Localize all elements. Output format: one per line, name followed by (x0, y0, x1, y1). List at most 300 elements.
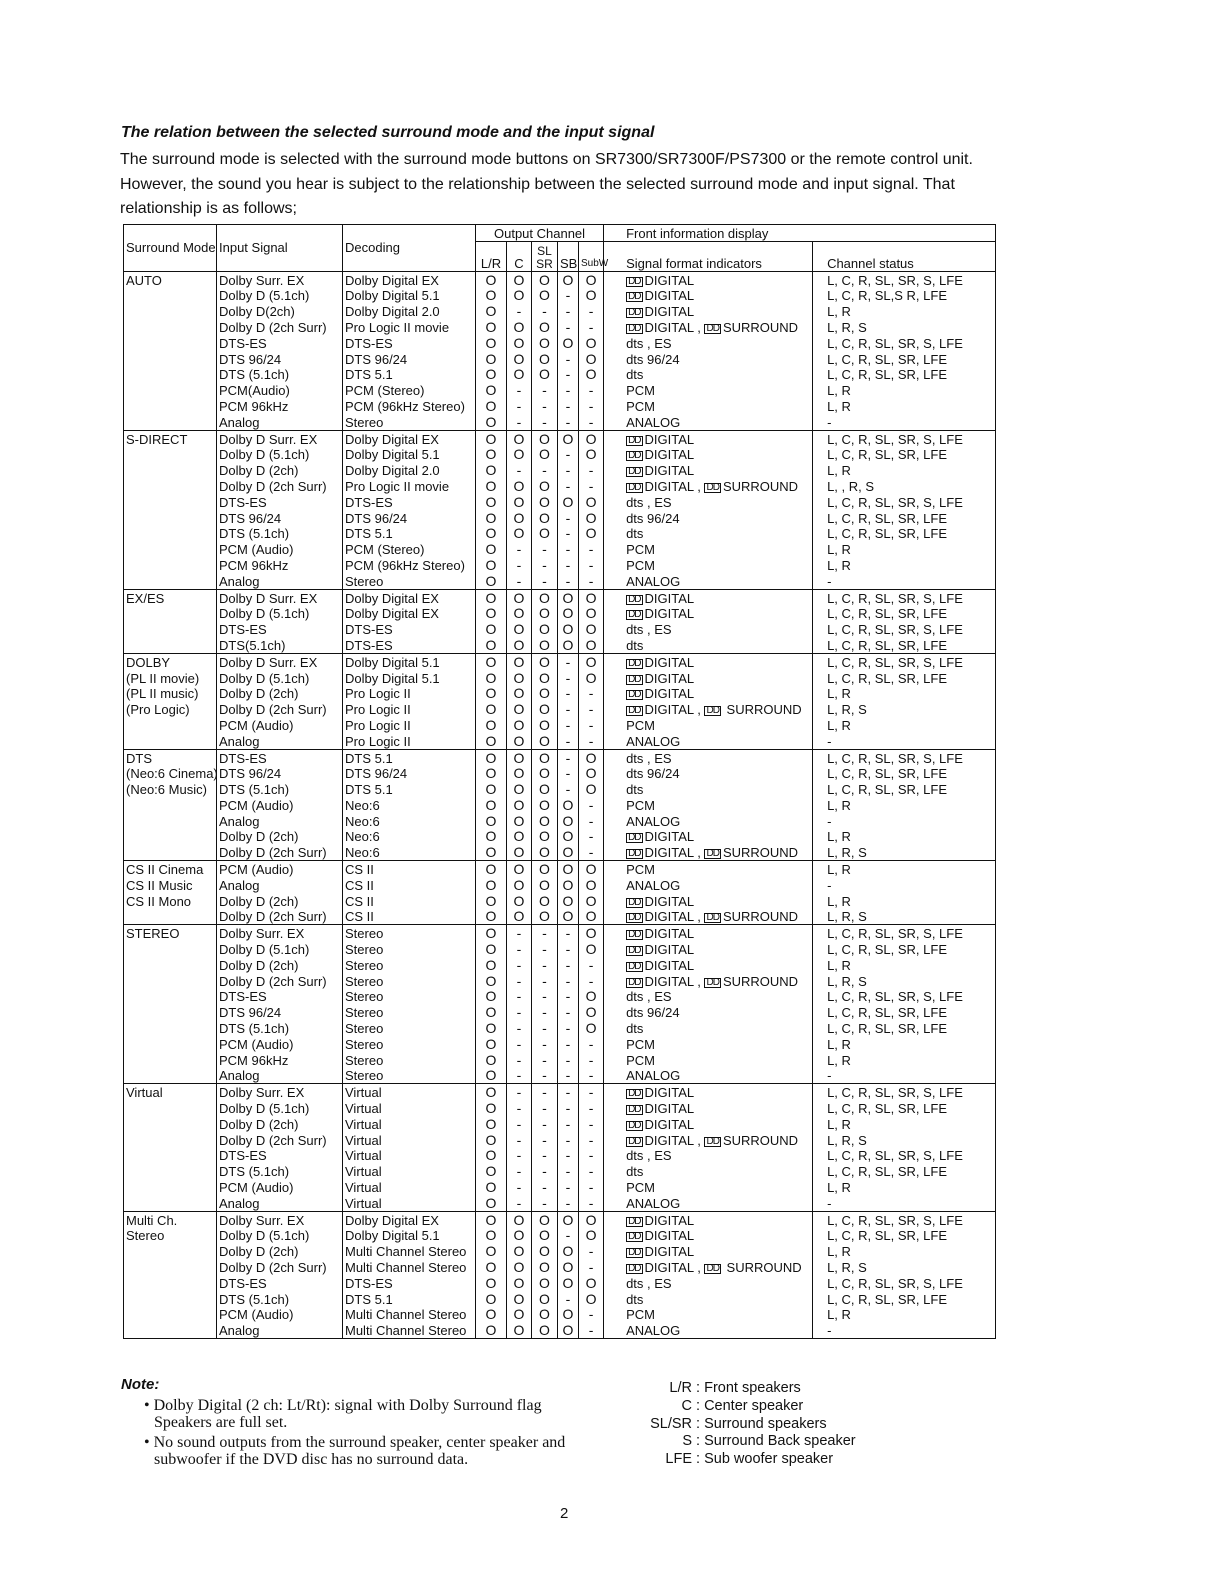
table-row (124, 1307, 996, 1323)
channel-status-cell: L, R (813, 557, 996, 573)
legend-key: LFE (665, 1451, 692, 1468)
output-sb-cell: O (558, 1307, 579, 1323)
surround-mode-cell: CS II Music (126, 877, 193, 893)
output-subw-cell: - (579, 478, 604, 494)
input-signal-cell: Dolby D (5.1ch) (217, 1228, 343, 1244)
decoding-cell: CS II (343, 861, 476, 877)
signal-format-cell: ANALOG (604, 733, 813, 749)
output-lr-cell: O (476, 1259, 507, 1275)
dolby-logo: DD (628, 657, 641, 669)
signal-format-cell: DD DIGITAL (604, 1228, 813, 1244)
channel-status-cell: L, C, R, SL, SR, LFE (813, 766, 996, 782)
output-slsr-cell: - (532, 573, 558, 589)
signal-format-cell: DD DIGITAL , DD SURROUND (604, 319, 813, 335)
table-row (124, 686, 996, 702)
table-row (124, 766, 996, 782)
speaker-legend (630, 1380, 856, 1469)
input-signal-cell: DTS 96/24 (217, 351, 343, 367)
signal-format-cell: dts , ES (604, 494, 813, 510)
output-lr-cell: O (476, 957, 507, 973)
output-lr-cell: O (476, 893, 507, 909)
output-slsr-cell: - (532, 398, 558, 414)
output-slsr-cell: O (532, 909, 558, 925)
table-row (124, 303, 996, 319)
table-row (124, 844, 996, 860)
output-lr-cell: O (476, 1084, 507, 1100)
signal-format-cell: DD DIGITAL (604, 430, 813, 446)
output-sb-cell: - (558, 781, 579, 797)
output-slsr-cell: O (532, 1228, 558, 1244)
signal-format-cell: ANALOG (604, 573, 813, 589)
input-signal-cell: PCM (Audio) (217, 717, 343, 733)
output-sb-cell: - (558, 398, 579, 414)
input-signal-cell: Dolby D (5.1ch) (217, 447, 343, 463)
output-lr-cell: O (476, 1291, 507, 1307)
signal-format-cell: PCM (604, 541, 813, 557)
dolby-logo: DD (628, 466, 641, 478)
output-sb-cell: O (558, 844, 579, 860)
table-row (124, 989, 996, 1005)
output-lr-cell: O (476, 1275, 507, 1291)
output-lr-cell: O (476, 797, 507, 813)
header-signal-format: Signal format indicators (604, 241, 813, 271)
output-subw-cell: O (579, 1228, 604, 1244)
output-slsr-cell: O (532, 319, 558, 335)
output-c-cell: O (507, 335, 532, 351)
dolby-logo: DD (706, 912, 719, 924)
decoding-cell: Neo:6 (343, 797, 476, 813)
output-lr-cell: O (476, 653, 507, 669)
input-signal-cell: Dolby D (2ch Surr) (217, 844, 343, 860)
table-row (124, 319, 996, 335)
decoding-cell: Stereo (343, 973, 476, 989)
input-signal-cell: Analog (217, 813, 343, 829)
output-c-cell: O (507, 766, 532, 782)
output-lr-cell: O (476, 701, 507, 717)
table-row (124, 829, 996, 845)
table-row (124, 606, 996, 622)
output-subw-cell: O (579, 893, 604, 909)
dolby-logo: DD (628, 450, 641, 462)
surround-mode-cell (124, 510, 217, 526)
dolby-logo: DD (628, 673, 641, 685)
table-row (124, 351, 996, 367)
surround-mode-cell (124, 557, 217, 573)
decoding-cell: Neo:6 (343, 844, 476, 860)
surround-mode-cell (124, 494, 217, 510)
decoding-cell: CS II (343, 893, 476, 909)
signal-format-cell: dts (604, 1291, 813, 1307)
legend-value: : Surround speakers (692, 1415, 827, 1432)
output-sb-cell: - (558, 1228, 579, 1244)
output-subw-cell: - (579, 303, 604, 319)
output-lr-cell: O (476, 621, 507, 637)
table-row (124, 957, 996, 973)
decoding-cell: Multi Channel Stereo (343, 1243, 476, 1259)
output-sb-cell: - (558, 653, 579, 669)
output-subw-cell: O (579, 271, 604, 287)
decoding-cell: Virtual (343, 1163, 476, 1179)
input-signal-cell: PCM (Audio) (217, 861, 343, 877)
channel-status-cell: L, C, R, SL, SR, LFE (813, 447, 996, 463)
output-lr-cell: O (476, 670, 507, 686)
output-sb-cell: - (558, 717, 579, 733)
output-sb-cell: O (558, 271, 579, 287)
output-slsr-cell: - (532, 382, 558, 398)
surround-mode-cell (124, 1100, 217, 1116)
decoding-cell: Pro Logic II (343, 733, 476, 749)
output-subw-cell: - (579, 414, 604, 430)
dolby-logo: DD (628, 1135, 641, 1147)
output-lr-cell: O (476, 749, 507, 765)
output-slsr-cell: O (532, 351, 558, 367)
header-subw: SubW (579, 241, 604, 271)
input-signal-cell: PCM (Audio) (217, 797, 343, 813)
surround-mode-cell (124, 1163, 217, 1179)
table-row (124, 1195, 996, 1211)
output-lr-cell: O (476, 989, 507, 1005)
input-signal-cell: DTS 96/24 (217, 766, 343, 782)
input-signal-cell: DTS-ES (217, 1275, 343, 1291)
signal-format-cell: PCM (604, 382, 813, 398)
input-signal-cell: DTS (5.1ch) (217, 367, 343, 383)
decoding-cell: Pro Logic II movie (343, 319, 476, 335)
channel-status-cell: L, R, S (813, 319, 996, 335)
output-sb-cell: - (558, 941, 579, 957)
output-sb-cell: - (558, 973, 579, 989)
input-signal-cell: PCM 96kHz (217, 1052, 343, 1068)
dolby-logo: DD (628, 1104, 641, 1116)
output-subw-cell: - (579, 1116, 604, 1132)
channel-status-cell: L, R (813, 303, 996, 319)
signal-format-cell: ANALOG (604, 1322, 813, 1338)
output-c-cell: O (507, 288, 532, 304)
signal-format-cell: DD DIGITAL (604, 606, 813, 622)
signal-format-cell: DD DIGITAL (604, 288, 813, 304)
decoding-cell: PCM (Stereo) (343, 541, 476, 557)
signal-format-cell: DD DIGITAL (604, 1100, 813, 1116)
header-c: C (507, 241, 532, 271)
surround-mode-cell (124, 398, 217, 414)
decoding-cell: Dolby Digital 5.1 (343, 653, 476, 669)
legend-key: L/R (669, 1380, 692, 1396)
input-signal-cell: Analog (217, 1195, 343, 1211)
table-row (124, 367, 996, 383)
decoding-cell: Virtual (343, 1100, 476, 1116)
output-slsr-cell: O (532, 494, 558, 510)
notes-list (144, 1397, 594, 1471)
output-subw-cell: - (579, 717, 604, 733)
dolby-logo: DD (628, 593, 641, 605)
input-signal-cell: Dolby D(2ch) (217, 303, 343, 319)
output-slsr-cell: O (532, 829, 558, 845)
output-lr-cell: O (476, 1195, 507, 1211)
channel-status-cell: L, C, R, SL, SR, LFE (813, 637, 996, 653)
surround-mode-cell (124, 1307, 217, 1323)
output-sb-cell: - (558, 573, 579, 589)
output-sb-cell: - (558, 989, 579, 1005)
output-lr-cell: O (476, 1322, 507, 1338)
input-signal-cell: DTS-ES (217, 335, 343, 351)
decoding-cell: CS II (343, 909, 476, 925)
output-sb-cell: - (558, 733, 579, 749)
output-c-cell: O (507, 1322, 532, 1338)
output-c-cell: O (507, 447, 532, 463)
table-row (124, 382, 996, 398)
output-subw-cell: - (579, 462, 604, 478)
table-row (124, 557, 996, 573)
output-sb-cell: O (558, 797, 579, 813)
output-lr-cell: O (476, 1004, 507, 1020)
output-slsr-cell: O (532, 271, 558, 287)
table-row (124, 925, 996, 941)
surround-mode-cell (124, 319, 217, 335)
output-lr-cell: O (476, 1020, 507, 1036)
intro-line: The surround mode is selected with the surround mode buttons on SR7300/SR7300F/PS7300 or the remote control unit. (120, 151, 973, 168)
output-lr-cell: O (476, 1100, 507, 1116)
output-sb-cell: O (558, 1275, 579, 1291)
signal-format-cell: ANALOG (604, 1195, 813, 1211)
output-sb-cell: - (558, 1132, 579, 1148)
signal-format-cell: dts 96/24 (604, 1004, 813, 1020)
output-c-cell: - (507, 1116, 532, 1132)
output-lr-cell: O (476, 1211, 507, 1227)
input-signal-cell: Dolby D (5.1ch) (217, 941, 343, 957)
surround-mode-cell (124, 1259, 217, 1275)
decoding-cell: DTS-ES (343, 1275, 476, 1291)
output-lr-cell: O (476, 303, 507, 319)
channel-status-cell: L, R (813, 1116, 996, 1132)
output-subw-cell: O (579, 749, 604, 765)
output-c-cell: O (507, 621, 532, 637)
output-lr-cell: O (476, 813, 507, 829)
output-lr-cell: O (476, 398, 507, 414)
table-row (124, 430, 996, 446)
channel-status-cell: L, C, R, SL, SR, S, LFE (813, 494, 996, 510)
table-row (124, 1228, 996, 1244)
output-lr-cell: O (476, 1228, 507, 1244)
output-c-cell: O (507, 733, 532, 749)
decoding-cell: Stereo (343, 1004, 476, 1020)
signal-format-cell: dts , ES (604, 1275, 813, 1291)
input-signal-cell: Dolby D (2ch Surr) (217, 701, 343, 717)
output-sb-cell: - (558, 462, 579, 478)
surround-mode-cell (124, 1291, 217, 1307)
decoding-cell: PCM (Stereo) (343, 382, 476, 398)
output-slsr-cell: O (532, 335, 558, 351)
output-lr-cell: O (476, 589, 507, 605)
input-signal-cell: Dolby D (2ch Surr) (217, 1132, 343, 1148)
input-signal-cell: DTS(5.1ch) (217, 637, 343, 653)
table-row (124, 653, 996, 669)
dolby-logo: DD (706, 848, 719, 860)
header-slsr: SL SR (532, 241, 558, 271)
decoding-cell: Stereo (343, 989, 476, 1005)
output-lr-cell: O (476, 1179, 507, 1195)
output-sb-cell: O (558, 494, 579, 510)
dolby-logo: DD (628, 1119, 641, 1131)
decoding-cell: DTS 5.1 (343, 1291, 476, 1307)
signal-format-cell: PCM (604, 1307, 813, 1323)
output-sb-cell: - (558, 510, 579, 526)
signal-format-cell: DD DIGITAL (604, 957, 813, 973)
signal-format-cell: DD DIGITAL (604, 589, 813, 605)
header-input-signal: Input Signal (217, 225, 343, 272)
output-lr-cell: O (476, 541, 507, 557)
output-subw-cell: O (579, 589, 604, 605)
output-slsr-cell: - (532, 1132, 558, 1148)
input-signal-cell: Dolby D (2ch Surr) (217, 909, 343, 925)
signal-format-cell: dts (604, 1020, 813, 1036)
output-subw-cell: - (579, 1259, 604, 1275)
output-lr-cell: O (476, 288, 507, 304)
signal-format-cell: DD DIGITAL (604, 653, 813, 669)
surround-mode-cell: DOLBY (124, 653, 217, 669)
output-c-cell: - (507, 1036, 532, 1052)
input-signal-cell: DTS (5.1ch) (217, 1163, 343, 1179)
output-lr-cell: O (476, 941, 507, 957)
output-lr-cell: O (476, 319, 507, 335)
channel-status-cell: L, C, R, SL, SR, S, LFE (813, 335, 996, 351)
surround-mode-cell (124, 829, 217, 845)
output-slsr-cell: O (532, 288, 558, 304)
output-slsr-cell: O (532, 510, 558, 526)
channel-status-cell: L, , R, S (813, 478, 996, 494)
signal-format-cell: DD DIGITAL (604, 1084, 813, 1100)
decoding-cell: CS II (343, 877, 476, 893)
decoding-cell: Virtual (343, 1179, 476, 1195)
dolby-logo: DD (628, 307, 641, 319)
input-signal-cell: Dolby Surr. EX (217, 271, 343, 287)
output-sb-cell: - (558, 766, 579, 782)
dolby-logo: DD (628, 609, 641, 621)
channel-status-cell: L, C, R, SL, SR, LFE (813, 606, 996, 622)
legend-value: : Front speakers (692, 1380, 801, 1396)
output-subw-cell: - (579, 957, 604, 973)
input-signal-cell: DTS-ES (217, 494, 343, 510)
decoding-cell: Stereo (343, 925, 476, 941)
output-slsr-cell: - (532, 1100, 558, 1116)
table-row (124, 1259, 996, 1275)
table-row (124, 941, 996, 957)
output-sb-cell: - (558, 351, 579, 367)
channel-status-cell: L, R (813, 1036, 996, 1052)
output-lr-cell: O (476, 1163, 507, 1179)
dolby-logo: DD (628, 1088, 641, 1100)
channel-status-cell: L, C, R, SL, SR, LFE (813, 510, 996, 526)
surround-mode-cell: DTS (124, 749, 217, 765)
channel-status-cell: L, C, R, SL, SR, S, LFE (813, 653, 996, 669)
table-row (124, 1004, 996, 1020)
table-row (124, 478, 996, 494)
input-signal-cell: DTS 96/24 (217, 1004, 343, 1020)
output-c-cell: O (507, 478, 532, 494)
input-signal-cell: Dolby D Surr. EX (217, 589, 343, 605)
output-c-cell: - (507, 414, 532, 430)
input-signal-cell: Dolby D (5.1ch) (217, 606, 343, 622)
decoding-cell: Multi Channel Stereo (343, 1322, 476, 1338)
output-c-cell: - (507, 1100, 532, 1116)
surround-mode-cell (124, 733, 217, 749)
table-row (124, 1020, 996, 1036)
legend-value: : Sub woofer speaker (692, 1451, 834, 1468)
decoding-cell: Dolby Digital 5.1 (343, 670, 476, 686)
channel-status-cell: L, R (813, 1052, 996, 1068)
surround-mode-cell: (Neo:6 Cinema) (126, 766, 218, 782)
output-c-cell: O (507, 494, 532, 510)
output-lr-cell: O (476, 526, 507, 542)
surround-mode-cell (124, 1243, 217, 1259)
signal-format-cell: PCM (604, 717, 813, 733)
dolby-logo: DD (628, 848, 641, 860)
output-c-cell: O (507, 717, 532, 733)
output-slsr-cell: - (532, 414, 558, 430)
decoding-cell: DTS 5.1 (343, 781, 476, 797)
table-row (124, 1322, 996, 1338)
output-slsr-cell: - (532, 1052, 558, 1068)
channel-status-cell: L, C, R, SL, SR, S, LFE (813, 925, 996, 941)
signal-format-cell: PCM (604, 1052, 813, 1068)
decoding-cell: Stereo (343, 1068, 476, 1084)
legend-key: S (682, 1433, 692, 1450)
section-title: The relation between the selected surround mode and the input signal (121, 124, 655, 141)
output-sb-cell: O (558, 829, 579, 845)
decoding-cell: PCM (96kHz Stereo) (343, 398, 476, 414)
channel-status-cell: L, C, R, SL, SR, S, LFE (813, 271, 996, 287)
legend-value: : Surround Back speaker (692, 1433, 856, 1450)
output-lr-cell: O (476, 414, 507, 430)
channel-status-cell: L, R (813, 829, 996, 845)
output-subw-cell: O (579, 781, 604, 797)
output-c-cell: O (507, 367, 532, 383)
decoding-cell: Stereo (343, 573, 476, 589)
output-sb-cell: - (558, 288, 579, 304)
table-row (124, 877, 996, 893)
table-row (124, 1100, 996, 1116)
output-slsr-cell: - (532, 973, 558, 989)
table-row (124, 670, 996, 686)
surround-mode-cell (124, 288, 217, 304)
output-sb-cell: - (558, 1020, 579, 1036)
input-signal-cell: Dolby D (5.1ch) (217, 1100, 343, 1116)
decoding-cell: Pro Logic II (343, 686, 476, 702)
signal-format-cell: PCM (604, 557, 813, 573)
dolby-logo: DD (628, 929, 641, 941)
output-subw-cell: O (579, 909, 604, 925)
output-c-cell: - (507, 303, 532, 319)
output-slsr-cell: - (532, 1148, 558, 1164)
output-sb-cell: - (558, 1163, 579, 1179)
output-slsr-cell: O (532, 877, 558, 893)
channel-status-cell: L, C, R, SL, SR, S, LFE (813, 430, 996, 446)
dolby-logo: DD (628, 896, 641, 908)
output-sb-cell: - (558, 925, 579, 941)
channel-status-cell: L, R, S (813, 1259, 996, 1275)
channel-status-cell: L, C, R, SL, SR, LFE (813, 367, 996, 383)
output-lr-cell: O (476, 637, 507, 653)
dolby-logo: DD (628, 689, 641, 701)
channel-status-cell: L, C, R, SL, SR, S, LFE (813, 1084, 996, 1100)
channel-status-cell: L, R, S (813, 844, 996, 860)
output-sb-cell: - (558, 447, 579, 463)
output-sb-cell: O (558, 813, 579, 829)
output-sb-cell: O (558, 1243, 579, 1259)
signal-format-cell: DD DIGITAL (604, 893, 813, 909)
channel-status-cell: L, C, R, SL, SR, S, LFE (813, 749, 996, 765)
output-c-cell: - (507, 382, 532, 398)
output-c-cell: O (507, 861, 532, 877)
decoding-cell: Dolby Digital 2.0 (343, 303, 476, 319)
